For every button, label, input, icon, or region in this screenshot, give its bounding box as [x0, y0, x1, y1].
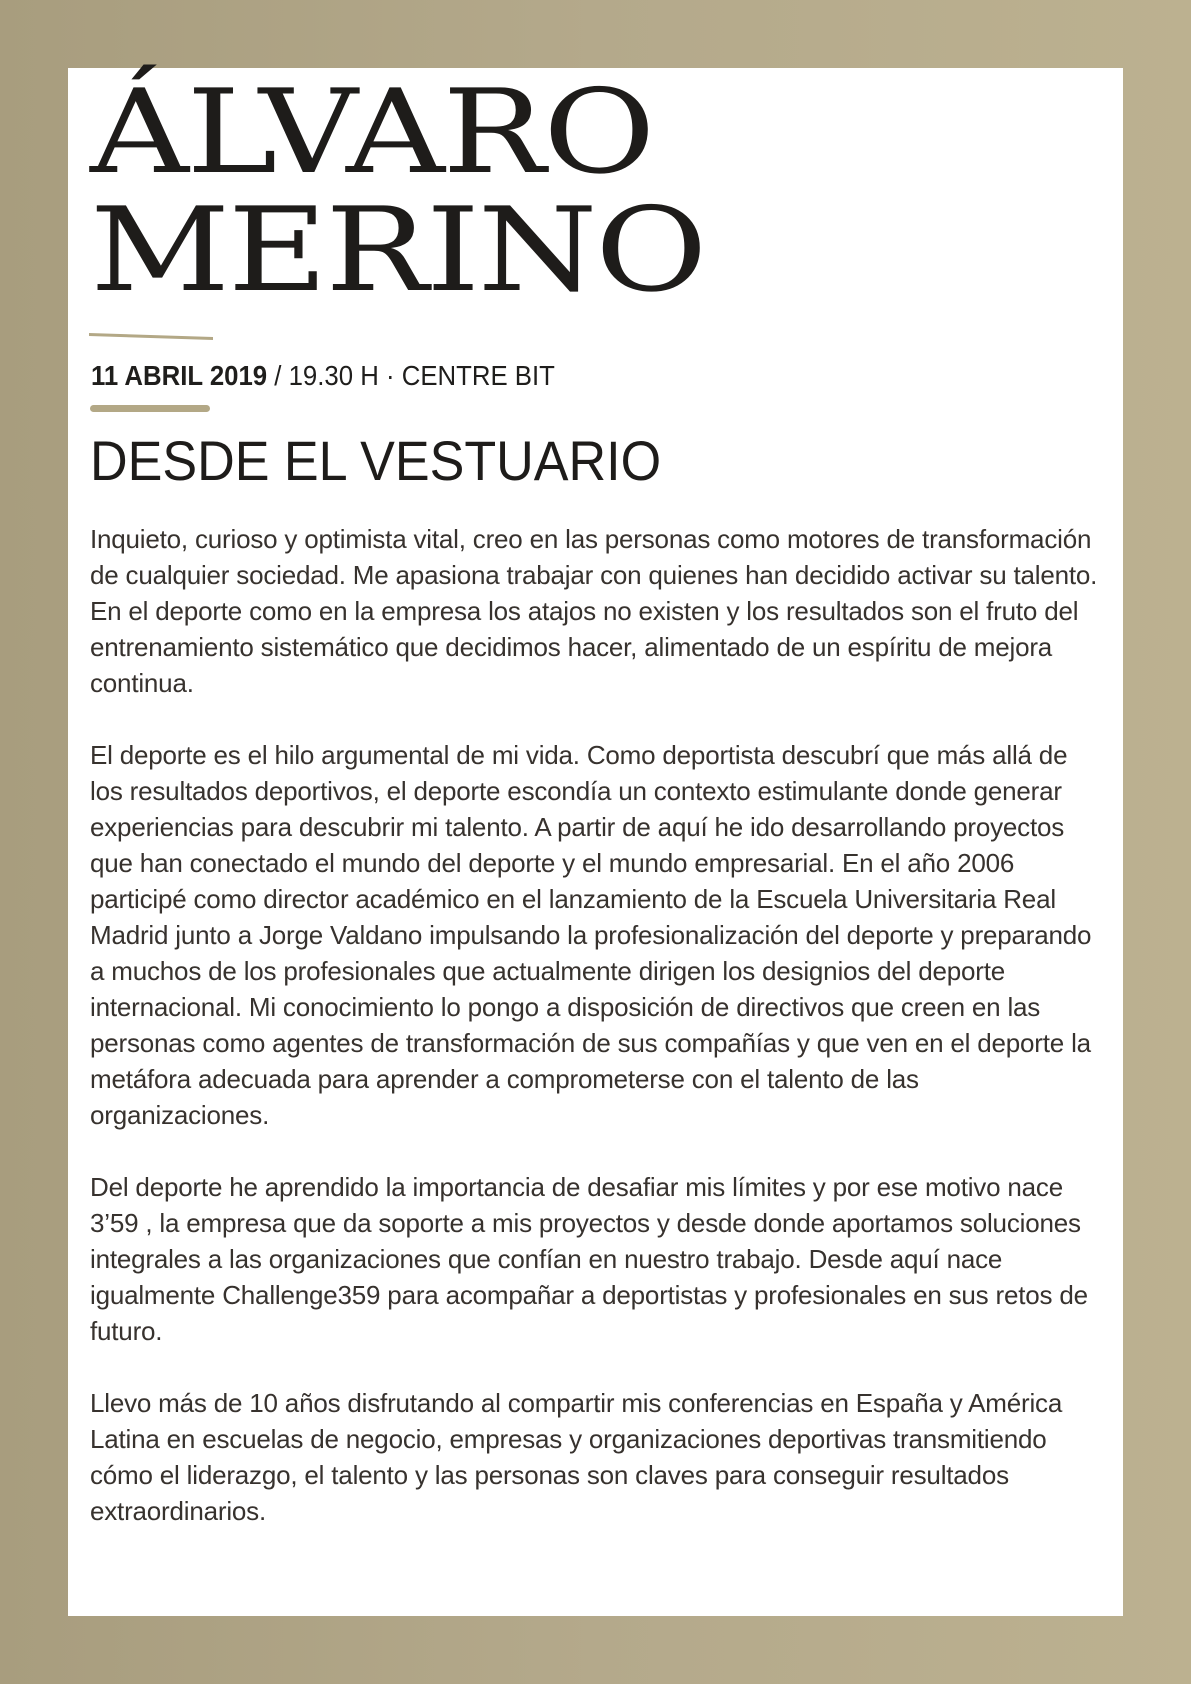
speaker-name [90, 65, 706, 318]
accent-divider [90, 405, 210, 412]
event-time-venue: / 19.30 H · CENTRE BIT [267, 360, 555, 391]
event-date: 11 ABRIL 2019 [91, 360, 268, 391]
event-dateline [91, 358, 555, 394]
document-page [68, 65, 1123, 1616]
talk-title: DESDE EL VESTUARIO [90, 429, 662, 492]
bio-paragraph: El deporte es el hilo argumental de mi vida. Como deportista descubrí que más allá de los resultados deportivos, el deporte escondía un contexto estimulante donde generar experiencias para descubrir mi talento. A partir de aquí he ido desarrollando proyectos que han conectado el mundo del deporte y el mundo empresarial. En el año 2006 participé como director académico en el lanzamiento de la Escuela Universitaria Real Madrid junto a Jorge Valdano impulsando la profesionalización del deporte y preparando a muchos de los profesionales que actualmente dirigen los designios del deporte internacional. Mi conocimiento lo pongo a disposición de directivos que creen en las personas como agentes de transformación de sus compañías y que ven en el deporte la metáfora adecuada para aprender a comprometerse con el talento de las organizaciones. [90, 740, 1092, 1130]
bio-paragraph: Inquieto, curioso y optimista vital, creo en las personas como motores de transformación de cualquier sociedad. Me apasiona trabajar con quienes han decidido activar su talento. En el deporte como en la empresa los atajos no existen y los resultados son el fruto del entrenamiento sistemático que decidimos hacer, alimentado de un espíritu de mejora continua. [90, 524, 1098, 698]
bio-paragraph: Llevo más de 10 años disfrutando al compartir mis conferencias en España y América Latina en escuelas de negocio, empresas y organizaciones deportivas transmitiendo cómo el liderazgo, el talento y las personas son claves para conseguir resultados extraordinarios. [90, 1388, 1063, 1526]
speaker-bio [90, 521, 1100, 1529]
speaker-first-name: ÁLVARO [90, 65, 654, 200]
bio-paragraph: Del deporte he aprendido la importancia de desafiar mis límites y por ese motivo nace 3’59 , la empresa que da soporte a mis proyectos y desde donde aportamos soluciones integrales a las organizaciones que confían en nuestro trabajo. Desde aquí nace igualmente Challenge359 para acompañar a deportistas y profesionales en sus retos de futuro. [90, 1172, 1088, 1346]
speaker-last-name: MERINO [90, 183, 706, 318]
decorative-swoosh [89, 330, 213, 340]
